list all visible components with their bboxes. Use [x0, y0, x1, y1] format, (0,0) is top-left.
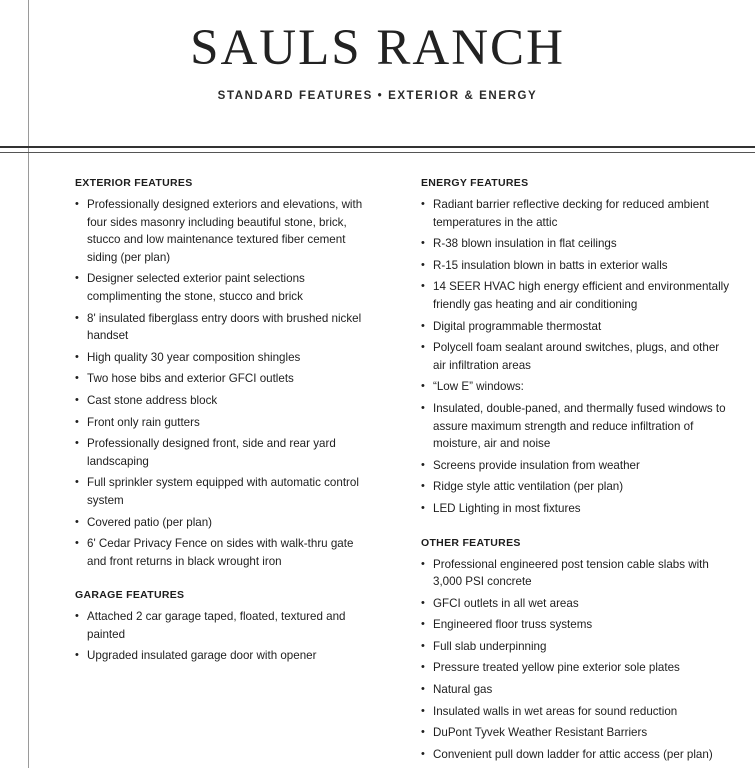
list-item-text: Designer selected exterior paint selections complimenting the stone, stucco and brick [87, 272, 305, 303]
list-item-text: Two hose bibs and exterior GFCI outlets [87, 372, 294, 386]
list-item-text: Digital programmable thermostat [433, 319, 602, 333]
bullet-icon: • [421, 726, 425, 739]
list-item [75, 414, 370, 432]
list-item-text: Professional engineered post tension cable slabs with 3,000 PSI concrete [433, 557, 709, 589]
other-features-list [421, 556, 731, 764]
list-item [421, 278, 731, 313]
bullet-icon: • [75, 476, 79, 489]
bullet-icon: • [421, 280, 425, 293]
list-item [75, 270, 370, 305]
list-item-text: High quality 30 year composition shingles [87, 350, 301, 364]
bullet-icon: • [421, 557, 425, 570]
bullet-icon: • [421, 704, 425, 717]
list-item-text: Full slab underpinning [433, 639, 547, 653]
bullet-icon: • [421, 237, 425, 250]
other-features-heading: OTHER FEATURES [421, 536, 521, 549]
energy-features-heading: ENERGY FEATURES [421, 177, 529, 189]
list-item-text: DuPont Tyvek Weather Resistant Barriers [433, 726, 648, 740]
bullet-icon: • [421, 319, 425, 332]
list-item [421, 378, 731, 396]
list-item-text: 8' insulated fiberglass entry doors with brushed nickel handset [87, 311, 362, 343]
list-item [421, 235, 731, 253]
list-item-text: Natural gas [433, 683, 493, 697]
list-item [75, 310, 370, 345]
bullet-icon: • [421, 683, 425, 696]
list-item [75, 196, 370, 266]
list-item [421, 196, 731, 231]
bullet-icon: • [75, 537, 79, 550]
list-item-text: Pressure treated yellow pine exterior sole plates [433, 661, 680, 675]
list-item [421, 478, 731, 496]
list-item [421, 595, 731, 613]
page-header [0, 0, 755, 150]
bullet-icon: • [421, 380, 425, 393]
list-item [421, 703, 731, 721]
bullet-icon: • [421, 501, 425, 514]
bullet-icon: • [75, 437, 79, 450]
page-title: SAULS RANCH [190, 20, 565, 76]
list-item [75, 370, 370, 388]
bullet-icon: • [421, 480, 425, 493]
exterior-features-list [75, 196, 370, 570]
list-item [421, 400, 731, 453]
list-item-text: LED Lighting in most fixtures [433, 501, 581, 515]
bullet-icon: • [421, 596, 425, 609]
header-divider-thick [0, 146, 755, 148]
bullet-icon: • [75, 311, 79, 324]
list-item [421, 659, 731, 677]
list-item [421, 500, 731, 518]
list-item-text: 14 SEER HVAC high energy efficient and environmentally friendly gas heating and air conditioning [433, 280, 730, 311]
exterior-features-heading: EXTERIOR FEATURES [75, 177, 193, 189]
bullet-icon: • [421, 661, 425, 674]
bullet-icon: • [421, 401, 425, 414]
list-item [421, 556, 731, 591]
bullet-icon: • [421, 639, 425, 652]
list-item [421, 339, 731, 374]
energy-features-list [421, 196, 731, 518]
list-item [421, 746, 731, 764]
bullet-icon: • [421, 458, 425, 471]
garage-features-heading: GARAGE FEATURES [75, 589, 185, 602]
bullet-icon: • [75, 372, 79, 385]
list-item-text: Engineered floor truss systems [433, 618, 593, 632]
bullet-icon: • [75, 515, 79, 528]
list-item [421, 681, 731, 699]
page-subtitle: STANDARD FEATURES • EXTERIOR & ENERGY [217, 90, 538, 102]
list-item-text: “Low E” windows: [433, 380, 524, 394]
list-item [75, 647, 370, 665]
right-column [421, 176, 731, 767]
list-item [421, 257, 731, 275]
list-item-text: Radiant barrier reflective decking for reduced ambient temperatures in the attic [433, 198, 709, 229]
bullet-icon: • [421, 747, 425, 760]
list-item-text: Convenient pull down ladder for attic access (per plan) [433, 747, 713, 761]
list-item [421, 724, 731, 742]
left-column [75, 176, 370, 669]
garage-features-list [75, 608, 370, 665]
list-item-text: Professionally designed exteriors and elevations, with four sides masonry including beautiful stone, brick, stucco and low maintenance textured fiber cement siding (per plan) [87, 198, 363, 264]
list-item [421, 457, 731, 475]
list-item [75, 608, 370, 643]
bullet-icon: • [75, 393, 79, 406]
bullet-icon: • [421, 258, 425, 271]
bullet-icon: • [421, 198, 425, 210]
bullet-icon: • [75, 610, 79, 623]
bullet-icon: • [75, 350, 79, 363]
bullet-icon: • [75, 272, 79, 285]
list-item-text: Full sprinkler system equipped with automatic control system [87, 476, 359, 507]
list-item-text: Insulated walls in wet areas for sound reduction [433, 704, 678, 718]
list-item-text: Professionally designed front, side and rear yard landscaping [87, 437, 336, 468]
list-item-text: Screens provide insulation from weather [433, 458, 640, 472]
bullet-icon: • [75, 198, 79, 210]
list-item-text: Covered patio (per plan) [87, 515, 213, 529]
list-item [75, 349, 370, 367]
list-item-text: Front only rain gutters [87, 415, 200, 429]
list-item [421, 638, 731, 656]
header-divider-thin [0, 152, 755, 153]
list-item-text: R-15 insulation blown in batts in exterior walls [433, 258, 668, 272]
list-item-text: Insulated, double-paned, and thermally fused windows to assure maximum strength and reduce infiltration of moisture, air and noise [433, 401, 726, 451]
list-item-text: R-38 blown insulation in flat ceilings [433, 237, 617, 251]
list-item-text: Attached 2 car garage taped, floated, textured and painted [87, 610, 346, 641]
bullet-icon: • [75, 649, 79, 662]
list-item [75, 474, 370, 509]
list-item [75, 514, 370, 532]
list-item [421, 616, 731, 634]
list-item-text: Upgraded insulated garage door with opener [87, 649, 317, 663]
bullet-icon: • [421, 618, 425, 631]
bullet-icon: • [75, 415, 79, 428]
list-item [75, 392, 370, 410]
list-item-text: 6' Cedar Privacy Fence on sides with walk-thru gate and front returns in black wrought iron [87, 537, 354, 568]
list-item-text: GFCI outlets in all wet areas [433, 596, 579, 610]
bullet-icon: • [421, 341, 425, 354]
list-item [75, 435, 370, 470]
list-item-text: Polycell foam sealant around switches, plugs, and other air infiltration areas [433, 341, 720, 372]
list-item [421, 318, 731, 336]
list-item-text: Ridge style attic ventilation (per plan) [433, 480, 624, 494]
list-item [75, 535, 370, 570]
list-item-text: Cast stone address block [87, 393, 218, 407]
